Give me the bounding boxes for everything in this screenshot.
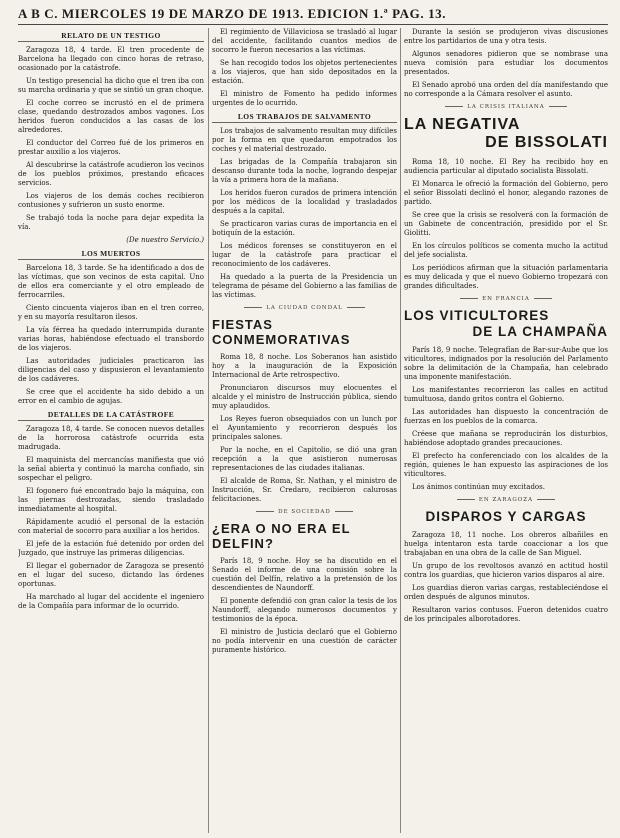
paragraph: Los ánimos continúan muy excitados.	[412, 483, 545, 491]
paragraph: Se practicaron varias curas de importancia en el botiquín de la estación.	[212, 220, 397, 237]
section-separator: LA CIUDAD CONDAL	[212, 304, 397, 313]
paragraph: Los trabajos de salvamento resultan muy difíciles por la forma en que quedaron empotrados los coches y el material destrozado.	[212, 127, 397, 153]
paragraph: Los viajeros de los demás coches recibieron contusiones y sufrieron un susto enorme.	[18, 192, 204, 209]
subheading-muertos: LOS MUERTOS	[18, 249, 204, 260]
paragraph: Los manifestantes recorrieron las calles en actitud tumultuosa, dando gritos contra el Gobierno.	[404, 386, 608, 403]
paragraph: Ciento cincuenta viajeros iban en el tren correo, y en su mayoría resultaron ilesos.	[18, 304, 204, 321]
masthead-text: A B C. MIERCOLES 19 DE MARZO DE 1913. EDICION 1.ª PAG. 13.	[18, 6, 447, 21]
column-2	[212, 28, 397, 833]
paragraph: Ha marchado al lugar del accidente el ingeniero de la Compañía para informar de lo ocurrido.	[18, 593, 204, 610]
paragraph: Zaragoza 18, 4 tarde. Se conocen nuevos detalles de la horrorosa catástrofe ocurrida esta madrugada.	[18, 425, 204, 451]
headline-fiestas: FIESTAS CONMEMORATIVAS	[212, 317, 351, 347]
paragraph: Zaragoza 18, 11 noche. Los obreros albañiles en huelga intentaron esta tarde coaccionar a los que trabajaban en una obra de la calle de San Miguel.	[404, 531, 608, 557]
paragraph: El ponente defendió con gran calor la tesis de los Naundorff, alegando numerosos documentos y testimonios de la época.	[212, 597, 397, 623]
paragraph: Se han recogido todos los objetos pertenecientes a los viajeros, que han sido depositados en la estación.	[212, 59, 397, 85]
section-separator: DE SOCIEDAD	[212, 508, 397, 517]
paragraph: El conductor del Correo fué de los primeros en prestar auxilio a los viajeros.	[18, 139, 204, 156]
paragraph: Las autoridades judiciales practicaron las diligencias del caso y dispusieron el levantamiento de los cadáveres.	[18, 357, 204, 383]
column-3	[404, 28, 608, 833]
section-separator: EN FRANCIA	[404, 295, 608, 304]
paragraph: Los guardias dieron varias cargas, restableciéndose el orden después de algunos minutos.	[404, 584, 608, 601]
paragraph: Por la noche, en el Capitolio, se dió una gran recepción a la que asistieron numerosas representaciones de las ciudades italianas.	[212, 446, 397, 472]
headline-delfin: ¿ERA O NO ERA EL DELFIN?	[212, 521, 351, 551]
section-separator: LA CRISIS ITALIANA	[404, 103, 608, 112]
paragraph: El regimiento de Villaviciosa se trasladó al lugar del accidente, facilitando cuantos medios de socorro le fueron necesarios a las víctimas.	[212, 28, 397, 54]
paragraph: Rápidamente acudió el personal de la estación con material de socorro para auxiliar a los heridos.	[18, 518, 204, 535]
column-1	[18, 28, 204, 833]
paragraph: El maquinista del mercancías manifiesta que vió la señal abierta y continuó la marcha confiado, sin sospechar el peligro.	[18, 456, 204, 482]
paragraph: Los periódicos afirman que la situación parlamentaria es muy delicada y que el nuevo Gobierno tropezará con grandes dificultades.	[404, 264, 608, 290]
headline-negativa	[404, 116, 608, 152]
paragraph: Zaragoza 18, 4 tarde. El tren procedente de Barcelona ha llegado con cinco horas de retraso, ocasionado por la catástrofe.	[18, 46, 204, 72]
paragraph: Se cree que el accidente ha sido debido a un error en el cambio de agujas.	[18, 388, 204, 405]
headline-line: LOS VITICULTORES	[404, 308, 550, 323]
paragraph: París 18, 9 noche. Telegrafían de Bar-sur-Aube que los viticultores, indignados por la resolución del Parlamento sobre la delimitación de la Champaña, han celebrado una imponente manifestación.	[404, 346, 608, 381]
paragraph: El fogonero fué encontrado bajo la máquina, con las piernas destrozadas, siendo trasladado inmediatamente al hospital.	[18, 487, 204, 513]
paragraph: Las autoridades han dispuesto la concentración de fuerzas en los pueblos de la comarca.	[404, 408, 608, 425]
column-rule	[208, 28, 209, 833]
paragraph: Un grupo de los revoltosos avanzó en actitud hostil contra los guardias, que hicieron varios disparos al aire.	[404, 562, 608, 579]
paragraph: Al descubrirse la catástrofe acudieron los vecinos de los pueblos próximos, prestando eficaces servicios.	[18, 161, 204, 187]
subheading-relato: RELATO DE UN TESTIGO	[18, 31, 204, 42]
paragraph: Durante la sesión se produjeron vivas discusiones entre los partidarios de una y otra tesis.	[404, 28, 608, 45]
paragraph: Los Reyes fueron obsequiados con un lunch por el Ayuntamiento y recorrieron después los principales salones.	[212, 415, 397, 441]
paragraph: Resultaron varios contusos. Fueron detenidos cuatro de los principales alborotadores.	[404, 606, 608, 623]
paragraph: La vía férrea ha quedado interrumpida durante varias horas, habiéndose efectuado el transbordo de los viajeros.	[18, 326, 204, 352]
paragraph: En los círculos políticos se comenta mucho la actitud del jefe socialista.	[404, 242, 608, 259]
paragraph: Las brigadas de la Compañía trabajaron sin descanso durante toda la noche, logrando despejar la vía a primera hora de la mañana.	[212, 158, 397, 184]
headline-line: DE LA CHAMPAÑA	[472, 324, 608, 339]
paragraph: Los médicos forenses se constituyeron en el lugar de la catástrofe para practicar el reconocimiento de los cadáveres.	[212, 242, 397, 268]
headline-line: LA NEGATIVA	[404, 116, 521, 133]
paragraph: El ministro de Justicia declaró que el Gobierno no podía intervenir en una cuestión de carácter puramente histórico.	[212, 628, 397, 654]
paragraph: Se trabajó toda la noche para dejar expedita la vía.	[18, 214, 204, 231]
paragraph: Se cree que la crisis se resolverá con la formación de un Gabinete de concentración, presidido por el Sr. Giolitti.	[404, 211, 608, 237]
subheading-detalles: DETALLES DE LA CATÁSTROFE	[18, 410, 204, 421]
paragraph: El llegar el gobernador de Zaragoza se presentó en el lugar del suceso, dictando las órdenes oportunas.	[18, 562, 204, 588]
headline-disparos: DISPAROS Y CARGAS	[425, 509, 587, 524]
paragraph: Los heridos fueron curados de primera intención por los médicos de la localidad y trasladados después a la capital.	[212, 189, 397, 215]
paragraph: El Monarca le ofreció la formación del Gobierno, pero el señor Bissolati declinó el honor, alegando razones de partido.	[404, 180, 608, 206]
paragraph: El Senado aprobó una orden del día manifestando que no corresponde a la Cámara resolver el asunto.	[404, 81, 608, 98]
paragraph: Créese que mañana se reproducirán los disturbios, habiéndose adoptado grandes precauciones.	[404, 430, 608, 447]
paragraph: Roma 18, 8 noche. Los Soberanos han asistido hoy a la inauguración de la Exposición Internacional de Arte retrospectivo.	[212, 353, 397, 379]
paragraph: El coche correo se incrustó en el de primera clase, quedando destrozados ambos vagones. Los heridos fueron conducidos a las casas de los alrededores.	[18, 99, 204, 134]
paragraph: El ministro de Fomento ha pedido informes urgentes de lo ocurrido.	[212, 90, 397, 107]
headline-viticultores	[404, 308, 608, 340]
paragraph: París 18, 9 noche. Hoy se ha discutido en el Senado el informe de una comisión sobre la cuestión del Delfín, relativo a la pretensión de los descendientes de Naundorff.	[212, 557, 397, 592]
paragraph: El alcalde de Roma, Sr. Nathan, y el ministro de Instrucción, Sr. Credaro, recibieron calurosas felicitaciones.	[212, 477, 397, 503]
column-rule	[400, 28, 401, 833]
section-separator: EN ZARAGOZA	[404, 496, 608, 505]
paragraph: Algunos senadores pidieron que se nombrase una nueva comisión para estudiar los documentos presentados.	[404, 50, 608, 76]
paragraph: Barcelona 18, 3 tarde. Se ha identificado a dos de las víctimas, que son vecinos de esta capital. Uno de ellos era comerciante y el otro empleado de ferrocarriles.	[18, 264, 204, 299]
page-masthead	[18, 4, 608, 25]
paragraph: Pronunciaron discursos muy elocuentes el alcalde y el ministro de Instrucción pública, siendo muy aplaudidos.	[212, 384, 397, 410]
subheading-salvamento: LOS TRABAJOS DE SALVAMENTO	[212, 112, 397, 123]
paragraph: Un testigo presencial ha dicho que el tren iba con su marcha ordinaria y que se sintió un gran choque.	[18, 77, 204, 94]
paragraph: Ha quedado a la puerta de la Presidencia un telegrama de pésame del Gobierno a las familias de las víctimas.	[212, 273, 397, 299]
paragraph: Roma 18, 10 noche. El Rey ha recibido hoy en audiencia particular al diputado socialista Bissolati.	[404, 158, 608, 175]
headline-line: DE BISSOLATI	[485, 134, 608, 151]
signature: (De nuestro Servicio.)	[126, 236, 204, 244]
paragraph: El prefecto ha conferenciado con los alcaldes de la región, quienes le han expuesto las aspiraciones de los viticultores.	[404, 452, 608, 478]
paragraph: El jefe de la estación fué detenido por orden del Juzgado, que instruye las primeras diligencias.	[18, 540, 204, 557]
